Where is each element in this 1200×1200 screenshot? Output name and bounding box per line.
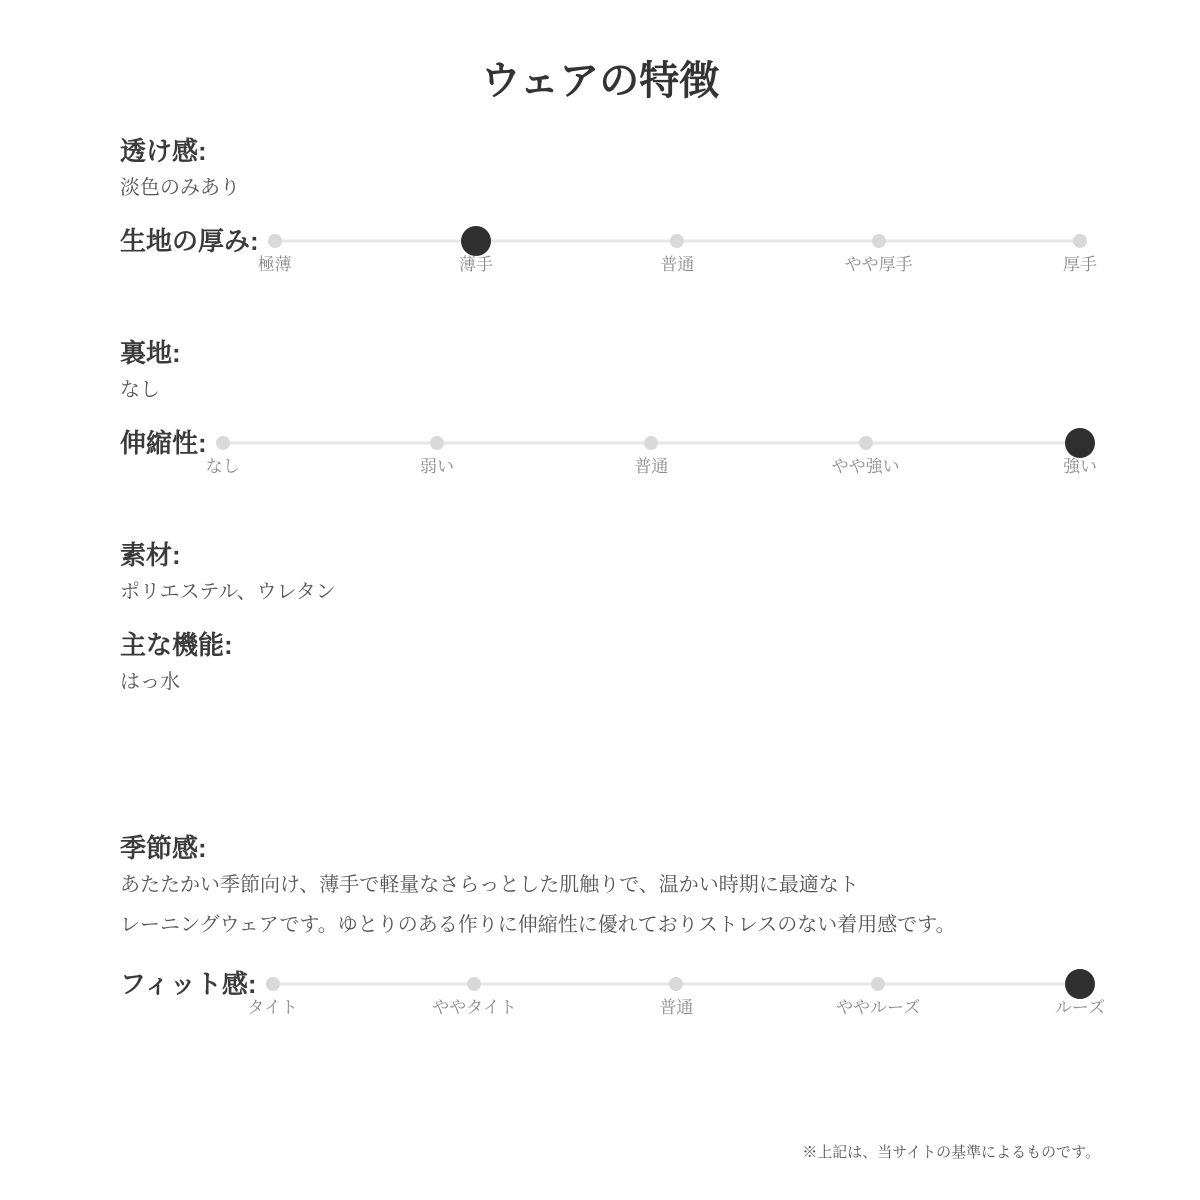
scale-dot xyxy=(859,436,873,450)
scale-dot xyxy=(467,977,481,991)
section-sheerness xyxy=(120,134,1080,202)
section-value-main-function: はっ水 xyxy=(120,671,180,693)
section-label-season: 季節感: xyxy=(120,833,207,863)
feature-sections xyxy=(120,134,1106,1017)
scale-option-label: 普通 xyxy=(659,998,694,1017)
scale-dot xyxy=(871,977,885,991)
scale-option-label: 普通 xyxy=(660,255,695,274)
scale-option-label: ややルーズ xyxy=(836,998,921,1017)
scale-dot xyxy=(872,234,886,248)
scale-option-label: 極薄 xyxy=(257,255,292,274)
scale-option-label: タイト xyxy=(247,998,298,1017)
section-value-material: ポリエステル、ウレタン xyxy=(120,581,336,603)
scale-option-label: ややタイト xyxy=(432,998,517,1017)
scale-dot xyxy=(430,436,444,450)
scale-dot xyxy=(216,436,230,450)
section-fabric-thickness xyxy=(120,224,1097,274)
section-fit xyxy=(120,967,1106,1017)
section-material xyxy=(120,538,1080,606)
rating-scale-fit xyxy=(247,967,1106,1017)
scale-option-label: やや厚手 xyxy=(844,255,913,274)
scale-dot xyxy=(670,234,684,248)
page-title: ウェアの特徴 xyxy=(480,59,720,103)
scale-option-label: ルーズ xyxy=(1054,998,1106,1017)
disclaimer-note: ※上記は、当サイトの基準によるものです。 xyxy=(802,1144,1100,1161)
section-label-material: 素材: xyxy=(120,540,181,570)
rating-scale-fabric-thickness xyxy=(257,224,1097,274)
section-value-sheerness: 淡色のみあり xyxy=(120,177,240,199)
section-label-fabric-thickness: 生地の厚み: xyxy=(120,226,259,256)
scale-option-label: 薄手 xyxy=(459,255,493,274)
scale-option-label: 強い xyxy=(1063,457,1097,476)
scale-dot xyxy=(1073,234,1087,248)
scale-dot xyxy=(266,977,280,991)
section-label-main-function: 主な機能: xyxy=(120,630,233,660)
scale-option-label: 厚手 xyxy=(1063,255,1097,274)
section-label-sheerness: 透け感: xyxy=(120,136,207,166)
section-label-fit: フィット感: xyxy=(120,969,257,999)
section-value-season: レーニングウェアです。ゆとりのある作りに伸縮性に優れておりストレスのない着用感です。 xyxy=(120,914,956,936)
footer xyxy=(802,1141,1100,1162)
rating-scale-stretch xyxy=(205,426,1097,476)
section-stretch xyxy=(120,426,1097,476)
section-lining xyxy=(120,336,1080,404)
scale-option-label: 弱い xyxy=(420,457,454,476)
scale-dot xyxy=(669,977,683,991)
section-main-function xyxy=(120,628,1080,696)
section-label-lining: 裏地: xyxy=(120,338,181,368)
scale-option-label: なし xyxy=(205,457,240,476)
scale-option-label: やや強い xyxy=(831,457,900,476)
section-label-stretch: 伸縮性: xyxy=(120,428,207,458)
section-value-lining: なし xyxy=(120,379,160,401)
scale-option-label: 普通 xyxy=(634,457,669,476)
section-value-season: あたたかい季節向け、薄手で軽量なさらっとした肌触りで、温かい時期に最適なト xyxy=(120,874,859,896)
scale-dot xyxy=(644,436,658,450)
section-season xyxy=(120,831,1080,945)
scale-dot xyxy=(268,234,282,248)
